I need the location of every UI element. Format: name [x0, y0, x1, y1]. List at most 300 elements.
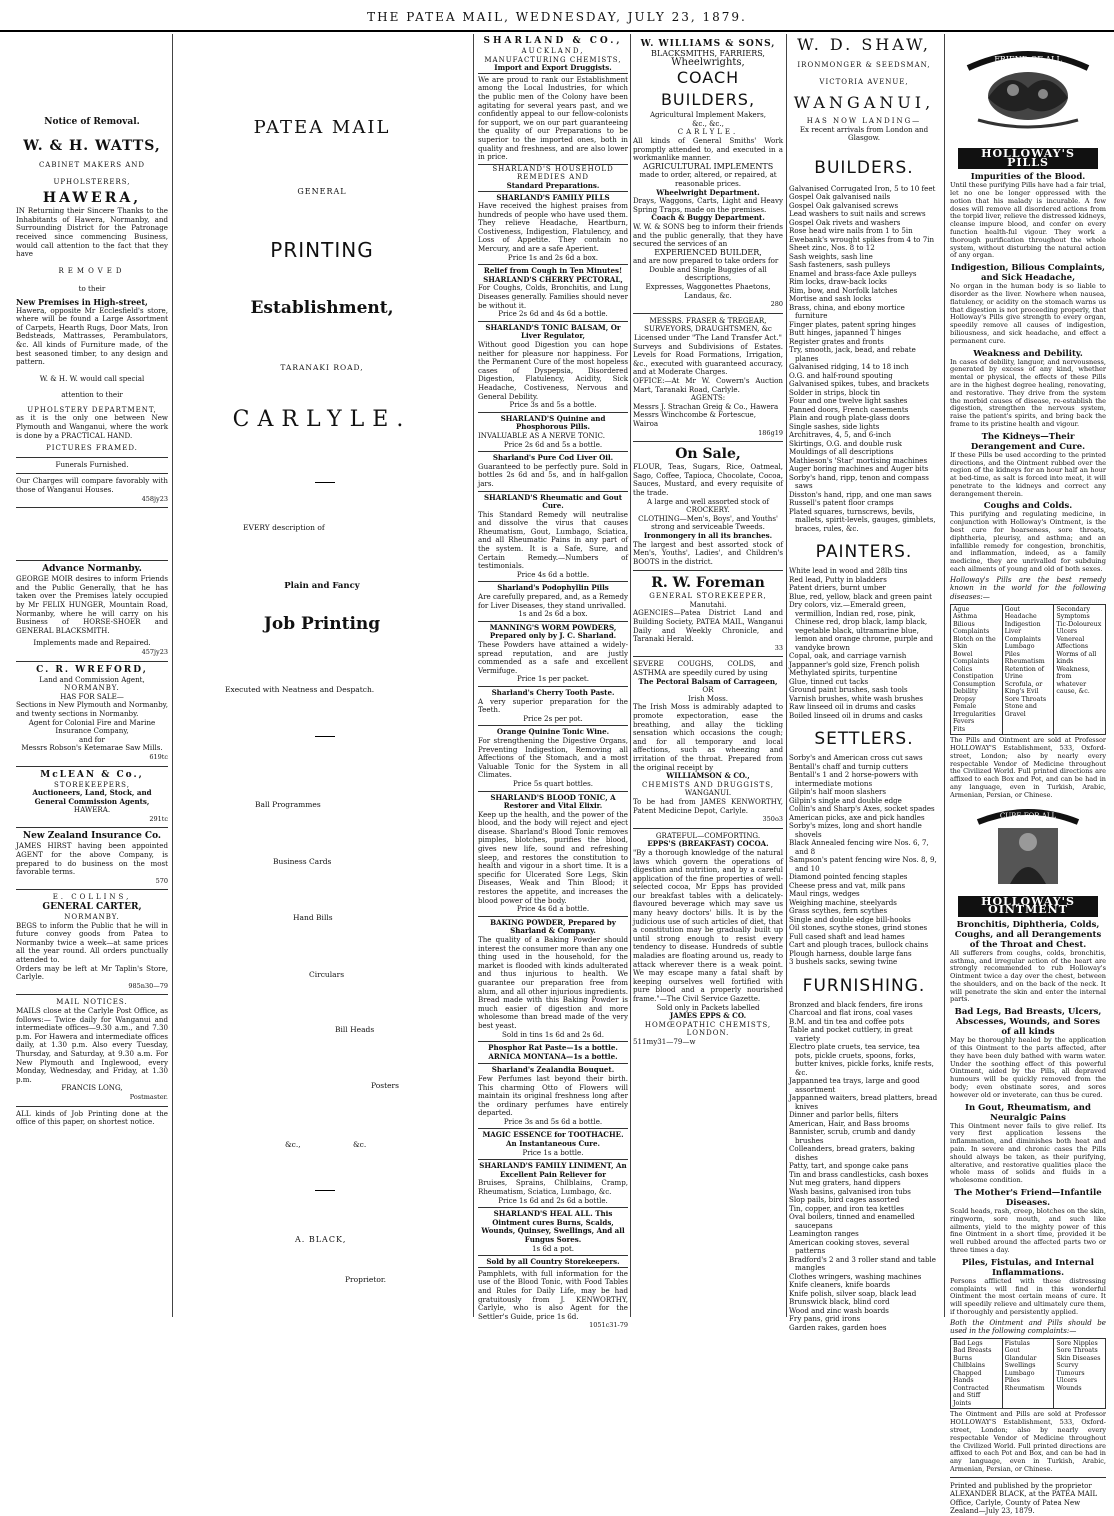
ad-uph: UPHOLSTERY DEPARTMENT, — [27, 405, 157, 414]
list-item: Mortise and sash locks — [789, 294, 872, 304]
list-item: Wash basins, galvanised iron tubs — [789, 1186, 911, 1196]
column-divider — [786, 34, 787, 1317]
section-builders: BUILDERS. — [814, 157, 914, 178]
product-entry — [478, 686, 628, 725]
ad-sign: FRANCIS LONG, — [61, 1083, 123, 1093]
list-item: Diamond pointed fencing staples — [789, 872, 908, 882]
table-column — [1053, 605, 1105, 735]
diseases-table — [950, 604, 1106, 736]
ad-name: MESSRS. FRASER & TREGEAR, — [649, 315, 767, 325]
list-item: Wood and zinc wash boards — [789, 1305, 889, 1315]
ad-text: Messrs Robson's Ketemarae Saw Mills. — [21, 743, 163, 753]
product-name: Sharland's Pure Cod Liver Oil. — [492, 453, 614, 463]
list-item: Jappanned tea trays, large and good assortment — [789, 1076, 920, 1094]
product-name: SHARLAND'S Quinine and Phosphorous Pills. — [500, 413, 606, 432]
list-item: Gilpin's half moon slashers — [789, 787, 887, 797]
printing-item: Circulars — [309, 970, 345, 979]
ad-foreman — [633, 571, 783, 657]
ad-place: CARLYLE. — [677, 128, 739, 137]
ad-trade: HOMŒOPATHIC CHEMISTS, LONDON. — [644, 1020, 772, 1038]
ad-place: Manutahi. — [689, 599, 727, 609]
ad-name: W. WILLIAMS & SONS, — [640, 39, 776, 49]
product-entry — [478, 1041, 628, 1063]
section-body: Scald heads, rash, creep, blotches on the skin, ringworm, sore mouth, and such like ailments, yield to the mighty power of this fine Ointment in a short time, provided it be well rubbed around the affected parts two or three times a day. — [950, 1207, 1106, 1255]
column-divider — [944, 34, 945, 1317]
ad-text: Land and Commission Agent, — [39, 674, 145, 684]
ad-body: FLOUR, Teas, Sugars, Rice, Oatmeal, Sago, Coffee, Tapioca, Chocolate, Cocoa, Sauces, Mustard, and every requisite of the trade. — [633, 462, 783, 497]
printing-road: TARANAKI ROAD, — [280, 363, 364, 372]
printing-job: Job Printing — [263, 614, 381, 634]
product-name: SHARLAND'S BLOOD TONIC, A Restorer and Vital Elixir. — [490, 792, 616, 811]
ad-body: MAILS close at the Carlyle Post Office, as follows:— Twice daily for Wanganui and intermediate offices—9.30 a.m., and 7.30 p.m. For Hawera and intermediate offices daily, at 1.30 p.m. Also every Tuesday, Thursday, and Saturday, at 9.30 a.m. For New Plymouth and Inglewood, every Monday, Wednesday, and Friday, at 1.30 p.m. — [16, 1005, 168, 1084]
product-entry — [478, 1207, 628, 1255]
list-item: Ground paint brushes, sash tools — [789, 685, 908, 695]
product-price: Price 1s and 2s 6d a box. — [507, 252, 599, 262]
ad-name: SHARLAND & CO., — [483, 36, 623, 46]
list-item: Sash weights, sash line — [789, 251, 873, 261]
table-cell: Bilious Complaints — [953, 620, 990, 636]
product-price: Price 1s per packet. — [517, 674, 589, 684]
ad-text: Irish Moss. — [688, 693, 728, 703]
ad-trade: CABINET MAKERS AND — [38, 161, 146, 169]
product-name: BAKING POWDER, Prepared by Sharland & Company. — [490, 917, 616, 936]
ad-removed: REMOVED — [58, 266, 126, 275]
section-title: The Mother's Friend—Infantile Diseases. — [954, 1188, 1102, 1209]
column-divider — [630, 34, 631, 1317]
table-cell: Dropsy — [953, 695, 976, 703]
product-name: Orange Quinine Tonic Wine. — [496, 727, 610, 737]
list-item: Table and pocket cuttlery, in great variety — [789, 1025, 913, 1043]
list-item: Jappanner's gold size, French polish — [789, 659, 920, 669]
ad-ref: 33 — [774, 643, 783, 652]
product-price: 1s 6d a pot. — [531, 1243, 575, 1253]
ad-williams — [633, 36, 783, 314]
list-item: Sampson's patent fencing wire Nos. 8, 9, and 10 — [789, 855, 937, 873]
printing-every: EVERY description of — [243, 523, 325, 532]
ad-body: and are now prepared to take orders for — [633, 256, 779, 266]
table-cell: Headache — [1004, 613, 1037, 621]
section-body: Until these purifying Pills have had a fair trial, let no one be longer oppressed with the notion that his malady is incurable. A few doses will remove all disordered actions from the torpid liver, relieve the distressed kidneys, cleanse impure blood, and confer on every function health-ful vigour. They work a thorough purification throughout the whole system, without disturbing the natural action of any organ. — [950, 181, 1106, 260]
ad-body: W. W. & SONS beg to inform their friends and the public generally, that they have secured the services of an — [633, 221, 783, 249]
ad-title: Wheelwright Department. — [656, 187, 760, 197]
ad-title: Advance Normanby. — [42, 564, 142, 575]
section-body: This Ointment never fails to give relief. Its very first application lessens the inflammation, and diminishes both heat and pain. In severe and chronic cases the Pills should always be taken, as their purifying, alterative, and restorative qualities place the whole mass of solids and fluids in a wholesome condition. — [950, 1121, 1106, 1185]
ad-on-sale — [633, 442, 783, 571]
table-column — [1053, 1339, 1105, 1409]
list-item: Plain and rough plate-glass doors — [789, 413, 910, 423]
ad-text: Both the Ointment and Pills should be used in the following complaints:— — [950, 1317, 1106, 1336]
printing-title: PATEA MAIL — [253, 117, 391, 138]
ad-name: McLEAN & Co., — [40, 769, 144, 780]
ad-street: VICTORIA AVENUE, — [819, 77, 909, 86]
ad-body: AGENCIES—Patea District Land and Building Society, PATEA MAIL, Wanganui Daily and Weekly Chronicle, and Taranaki Herald. — [633, 608, 783, 644]
section-body: All sufferers from coughs, colds, bronchitis, asthma, and irregular action of the heart are strongly recommended to rub Holloway's Ointment twice a day over the chest, between the shoulders, and on the back of the neck. It will penetrate the skin and enter the internal parts. — [950, 948, 1106, 1004]
product-desc: Guaranteed to be perfectly pure. Sold in bottles 2s 6d and 5s, and in half-gallon jars. — [478, 461, 628, 488]
list-item: Patent driers, burnt umber — [789, 583, 886, 593]
column-4 — [633, 36, 783, 1317]
product-name: SHARLAND'S HEAL ALL. This Ointment cures Burns, Scalds, Wounds, Quinsey, Swellings, And all Fungus Sores. — [481, 1209, 625, 1244]
holloway-ointment-engraving-icon — [958, 802, 1098, 894]
product-entry — [478, 1128, 628, 1159]
product-entry — [478, 412, 628, 451]
printing-owner: A. BLACK, — [295, 1235, 347, 1244]
table-cell: Chapped Hands — [953, 1369, 982, 1385]
ad-place: HAWERA. — [73, 805, 111, 815]
ad-ref: 291tc — [149, 814, 168, 823]
ad-body: To be had from JAMES KENWORTHY, Patent Medicine Depot, Carlyle. — [633, 796, 783, 815]
list-item: Plated squares, turnscrews, bevils, mallets, spirit-levels, gauges, gimblets, braces, rules, &c. — [789, 506, 936, 533]
product-desc: The quality of a Baking Powder should interest the consumer more than any one thing used in the household, for the market is flooded with kinds adulterated and thus injurious to health. We guarantee our preparation free from alum, and all other injurious ingredients. Bread made with this Baking Powder is much easier of digestion and more wholesome than bread made of the very best yeast. — [478, 935, 628, 1030]
list-item: Charcoal and flat irons, coal vases — [789, 1008, 913, 1018]
holloway-pills-engraving-icon — [958, 38, 1098, 146]
section-furnishing: FURNISHING. — [802, 975, 926, 996]
ad-text: Sold only in Packets labelled — [656, 1002, 760, 1012]
list-item: Enamel and brass-face Axle pulleys — [789, 268, 917, 278]
product-entry — [478, 725, 628, 790]
product-name: Sharland's Zealandia Bouquet. — [491, 1065, 615, 1075]
ad-place: NORMANBY. — [64, 913, 120, 922]
ad-text: attention to their — [61, 390, 123, 400]
product-desc: A very superior preparation for the Teeth. — [478, 696, 628, 715]
list-item: Gospel Oak rivets and washers — [789, 217, 901, 227]
list-item: Sash fasteners, sash pulleys — [789, 260, 891, 270]
list-item: Brunswick black, blind cord — [789, 1297, 890, 1307]
list-item: Jappanned waiters, bread platters, bread knives — [789, 1093, 938, 1111]
column-5-shaw — [789, 35, 939, 1332]
product-list — [478, 191, 628, 1256]
column-1 — [16, 36, 168, 1317]
ad-text: Sold by all Country Storekeepers. — [478, 1255, 628, 1267]
table-cell: Wounds — [1056, 1384, 1082, 1392]
table-column — [951, 605, 1002, 735]
table-cell: Bad Breasts — [953, 1347, 992, 1355]
list-item: Galvanised Corrugated Iron, 5 to 10 feet — [789, 183, 936, 193]
ad-body: IN Returning their Sincere Thanks to the Inhabitants of Hawera, Normanby, and Surrounding District for the Patronage received since commencing Business, would call attention to the fact that they have — [16, 206, 168, 259]
ad-name: R. W. Foreman — [651, 575, 765, 592]
table-cell: Blotch on the Skin — [953, 635, 996, 651]
table-cell: Gout — [1004, 605, 1021, 613]
list-item: Raw linseed oil in drums and casks — [789, 702, 916, 712]
list-item: Patty, tart, and sponge cake pans — [789, 1161, 909, 1171]
product-price: Price 3s and 5s 6d a bottle. — [503, 1116, 603, 1126]
product-entry — [478, 491, 628, 582]
list-item: Leamington ranges — [789, 1229, 859, 1239]
list-item: Boiled linseed oil in drums and casks — [789, 710, 923, 720]
table-cell: Weakness, from whatever cause, &c. — [1056, 665, 1090, 696]
ad-name: JAMES EPPS & CO. — [669, 1011, 747, 1021]
section-title: Bad Legs, Bad Breasts, Ulcers, Abscesses, Wounds, and Sores of all kinds — [954, 1007, 1102, 1038]
table-cell: Liver Complaints — [1004, 628, 1041, 643]
list-item: Tin and brass candlesticks, cash boxes — [789, 1169, 929, 1179]
list-item: 3 bushels sacks, sewing twine — [789, 957, 898, 967]
product-name: Sharland's Cherry Tooth Paste. — [491, 687, 615, 697]
ad-epps — [633, 829, 783, 1051]
product-desc: Are carefully prepared, and, as a Remedy for Liver Diseases, they stand unrivalled. — [478, 592, 628, 610]
ad-watts — [16, 114, 168, 458]
table-cell: Rheumatism — [1004, 658, 1045, 666]
product-desc: Keep up the health, and the power of the blood, and the body will reject and eject disease. Sharland's Blood Tonic removes pimples, blotches, purifies the blood, gives new life, sound and refreshing sleep, and restores the constitution to health and vigour in a short time. It is a specific for Ulcerated Sore Legs, Skin Diseases, Weak and Thin Blood; it restores the appetite, and increases the blood power of the body. — [478, 809, 628, 905]
table-cell: Consumption — [953, 680, 996, 688]
ad-body: "By a thorough knowledge of the natural laws which govern the operations of digestion and nutrition, and by a careful application of the fine properties of well-selected cocoa, Mr Epps has provided our breakfast tables with a delicately-flavoured beverage which may save us many heavy doctors' bills. It is by the judicious use of such articles of diet, that a constitution may be gradually built up until strong enough to resist every tendency to disease. Hundreds of subtle maladies are floating around us, ready to attack wherever there is a weak point. We may escape many a fatal shaft by keeping ourselves well fortified with pure blood and a properly nourished frame."—The Civil Service Gazette. — [633, 847, 783, 1003]
table-cell: Rheumatism — [1004, 1384, 1045, 1392]
section-settlers: SETTLERS. — [814, 729, 914, 750]
ad-pictures: PICTURES FRAMED. — [46, 444, 138, 453]
product-name: SHARLAND'S FAMILY PILLS — [496, 192, 610, 202]
ad-role: Postmaster. — [129, 1092, 168, 1101]
list-item: Rim, bow, and Norfolk latches — [789, 285, 898, 295]
section-body: May be thoroughly healed by the application of this Ointment to the parts affected, after they have been duly bathed with warm water. Under the soothing effect of this powerful Ointment, aided by the Pills, all depraved humours will be quickly removed from the body; even obstinate sores, and sores however old or inveterate, can thus be cured. — [950, 1036, 1106, 1099]
product-entry — [478, 451, 628, 490]
ad-name: E. COLLINS, — [52, 893, 132, 902]
section-title: In Gout, Rheumatism, and Neuralgic Pains — [965, 1102, 1091, 1123]
masthead-rule — [0, 30, 1114, 32]
ad-ref: 1051c31-79 — [589, 1321, 628, 1330]
product-name: SHARLAND'S TONIC BALSAM, Or Liver Regulator, — [485, 322, 621, 341]
product-desc: Without good Digestion you can hope neither for pleasure nor happiness. For the Permanent Cure of the most hopeless cases of Dyspepsia, Disordered Digestion, Flatulency, Acidity, Sick Headache, Costiveness, Nervous and General Debility. — [478, 340, 628, 401]
table-cell: Bowel Complaints — [953, 650, 990, 666]
column-3-sharland — [478, 36, 628, 1330]
table-cell: Ague — [953, 605, 970, 613]
list-item: Lead washers to suit nails and screws — [789, 209, 926, 219]
ad-place: WANGANUI. — [684, 788, 732, 798]
list-item: O.G. and half-round spouting — [789, 370, 893, 380]
ad-title: The Pectoral Balsam of Carrageen, — [638, 676, 778, 686]
column-divider — [473, 34, 474, 1317]
section-title: Coughs and Colds. — [983, 501, 1073, 512]
list-item: Register grates and fronts — [789, 336, 884, 346]
product-entry — [478, 581, 628, 620]
list-item: Butt hinges, japanned T hinges — [789, 328, 902, 338]
table-cell: Burns — [953, 1354, 972, 1362]
list-item: American, Hair, and Bass brooms — [789, 1118, 910, 1128]
list-item: Finger plates, patent spring hinges — [789, 319, 916, 329]
list-item: Four and one twelve light sashes — [789, 396, 908, 406]
list-item: Ewebank's wrought spikes from 4 to 7in — [789, 234, 935, 244]
list-item: Knife cleaners, knife boards — [789, 1280, 891, 1290]
list-item: Oval boilers, tinned and enamelled saucepans — [789, 1212, 915, 1230]
ad-name: W. D. SHAW, — [797, 35, 931, 54]
ad-notice: Notice of Removal. — [44, 117, 140, 127]
ad-body: Hawera, opposite Mr Ecclesfield's store, where will be found a Large Assortment of Carpets, Hearth Rugs, Door Mats, Iron Bedsteads, Mattrasses, Perambulators, &c. All kinds of Furniture made, of the best seasoned timber, to any design and pattern. — [16, 305, 168, 367]
table-cell: Colics — [953, 665, 973, 673]
ad-text: &c., &c., — [692, 118, 724, 128]
list-item: Russell's patent floor cramps — [789, 498, 894, 508]
ad-ref: 280 — [770, 300, 783, 309]
ad-collins — [16, 890, 168, 995]
list-item: Gospel Oak galvanised nails — [789, 192, 891, 202]
table-cell: Sore Nipples — [1056, 1339, 1098, 1347]
ad-coughs — [633, 657, 783, 828]
product-desc: Have received the highest praises from hundreds of people who have used them. They relieve Headache, Heartburn, Costiveness, Indigestion, Flatulency, and Loss of Appetite. They contain no Mercury, and are a safe Aperient. — [478, 201, 628, 254]
product-price: Price 3s and 5s a bottle. — [509, 400, 597, 410]
ad-title: MAIL NOTICES. — [56, 998, 128, 1007]
ad-text: and for — [79, 734, 105, 744]
table-cell: Scurvy — [1056, 1362, 1079, 1370]
list-item: Varnish brushes, white wash brushes — [789, 693, 923, 703]
product-name: SHARLAND'S Rheumatic and Gout Cure. — [483, 492, 623, 511]
product-entry — [478, 1063, 628, 1128]
list-item: Full cased shaft and lead hames — [789, 931, 905, 941]
ad-title: New Zealand Insurance Co. — [22, 831, 162, 842]
product-price: Price 1s a bottle. — [522, 1147, 584, 1157]
list-item: Mouldings of all descriptions — [789, 447, 894, 457]
ad-text: made to order, altered, or repaired, at reasonable prices. — [639, 170, 777, 188]
ad-title: Coach & Buggy Department. — [651, 213, 765, 223]
ad-body: The Irish Moss is admirably adapted to promote expectoration, ease the breathing, and allay the tickling sensation which occasions the cough; and for all temporary and local affections, such as wheezing and irritation of the throat. Prepared from the original receipt by — [633, 702, 783, 772]
printing-item: Posters — [371, 1081, 399, 1090]
list-item: Panned doors, French casements — [789, 404, 909, 414]
ad-premises: New Premises in High-street, — [16, 296, 148, 307]
list-item: Tin, copper, and iron tea kettles — [789, 1203, 904, 1213]
product-entry — [478, 1159, 628, 1207]
ad-trade: GENERAL CARTER, — [42, 902, 142, 913]
ad-place: NORMANBY. — [64, 684, 120, 693]
ad-text: A large and well assorted stock of CROCKERY. — [646, 496, 770, 515]
printing-item: Business Cards — [273, 857, 332, 866]
ad-trade: STOREKEEPERS, — [54, 780, 130, 789]
ad-text: Auctioneers, Land, Stock, and General Commission Agents, — [32, 788, 152, 806]
list-item: American cooking stoves, several patterns — [789, 1237, 910, 1256]
ad-text: AGENTS: — [690, 393, 726, 403]
builders-list — [789, 185, 939, 534]
list-item: Blue, red, yellow, black and green paint — [789, 591, 932, 601]
masthead-title: THE PATEA MAIL, WEDNESDAY, JULY 23, 1879. — [367, 10, 747, 24]
list-item: Slop pails, bird cages assorted — [789, 1195, 900, 1205]
list-item: Disston's hand, ripp, and one man saws — [789, 489, 932, 499]
printing-etc: &c., — [285, 1140, 301, 1149]
table-column — [951, 1339, 1002, 1409]
ad-place: WANGANUI, — [793, 93, 935, 113]
ad-text: Expresses, Waggonettes Phaetons, Landaus, &c. — [645, 282, 771, 300]
product-desc: This Standard Remedy will neutralise and dissolve the virus that causes Rheumatism, Gout, Lumbago, Sciatica, and all Rheumatic Pains in any part of the system. It is a Safe, Sure, and Certain Remedy.—Numbers of testimonials. — [478, 509, 628, 571]
list-item: Methylated spirits, turpentine — [789, 668, 898, 678]
ad-body: Sections in New Plymouth and Normanby, and twenty sections in Normanby. — [16, 700, 168, 718]
ad-ref: 511my31—79—w — [633, 1036, 696, 1046]
ad-body: OFFICE:—At Mr W. Cowern's Auction Mart, Taranaki Road, Carlyle. — [633, 376, 783, 394]
table-cell: Sore Throats — [1004, 695, 1047, 703]
list-item: Galvanised spikes, tubes, and brackets — [789, 379, 929, 389]
ad-ref: 458jy23 — [141, 494, 168, 503]
section-title: Bronchitis, Diphtheria, Colds, Coughs, and all Derangements of the Throat and Chest. — [954, 919, 1102, 950]
list-item: Rim locks, draw-back locks — [789, 277, 887, 287]
product-entry — [478, 791, 628, 916]
column-divider — [172, 34, 173, 1317]
ad-name: C. R. WREFORD, — [36, 664, 148, 675]
list-item: Black Annealed fencing wire Nos. 6, 7, and 8 — [789, 838, 929, 856]
ad-text: HAS FOR SALE— — [60, 691, 124, 701]
list-item: Sorby's mizes, long and short handle shovels — [789, 821, 922, 839]
table-cell: Tumours — [1056, 1369, 1085, 1377]
ad-text: SHARLAND'S HOUSEHOLD REMEDIES AND — [478, 164, 628, 182]
section-body: This purifying and regulating medicine, in conjunction with Holloway's Ointment, is the best cure for hoarseness, sore throats, diphtheria, pleurisy, and asthma; and an infallible remedy for congestion, bronchitis, and inflammation, indeed, as a family medicine, they are unrivalled for subduing each ailments of young and old of both sexes. — [950, 510, 1106, 574]
product-entry — [478, 916, 628, 1041]
list-item: Red lead, Putty in bladders — [789, 574, 887, 584]
list-item: Single and double edge bill-hooks — [789, 914, 911, 924]
product-desc: Bruises, Sprains, Chilblains, Cramp, Rheumatism, Sciatica, Lumbago, &c. — [478, 1178, 628, 1197]
list-item: Collin's and Sharp's Axes, socket spades — [789, 804, 935, 814]
list-item: Bannister, scrub, crumb and dandy brushes — [789, 1127, 916, 1145]
section-title: Impurities of the Blood. — [970, 172, 1086, 183]
settlers-list — [789, 754, 939, 967]
holloway-ointment-label: HOLLOWAY'S OINTMENT — [958, 896, 1098, 917]
table-cell: Tic-Doloureux — [1056, 620, 1102, 628]
ad-text: OR — [702, 685, 714, 695]
ad-body: All kinds of General Smiths' Work promptly attended to, and executed in a workmanlike manner. — [633, 135, 783, 163]
list-item: Colleanders, bread graters, baking dishes — [789, 1144, 915, 1162]
list-item: Skirtings, O.G. and double rusk — [789, 438, 902, 448]
list-item: Copal, oak, and carriage varnish — [789, 651, 907, 661]
ad-text: The Ointment and Pills are sold at Professor HOLLOWAY'S Establishment, 533, Oxford-street, London; also by nearly every respectable Vendor of Medicine throughout the Civilized World. Full printed directions are affixed to each Pot and Box, and can be had in any language, even in Turkish, Arabic, Armenian, Persian, or Chinese. — [950, 1410, 1106, 1474]
table-cell: Lumbago — [1004, 643, 1035, 651]
product-name: Phosphor Rat Paste—1s a bottle. ARNICA MONTANA—1s a bottle. — [488, 1043, 618, 1061]
section-title: Indigestion, Bilious Complaints, and Sick Headache, — [950, 263, 1106, 284]
holloway-sections — [950, 172, 1106, 574]
ad-trade: GENERAL STOREKEEPER, — [649, 592, 767, 601]
column-2-printing-ad — [175, 36, 469, 1317]
list-item: Galvanised ridging, 14 to 18 inch — [789, 362, 909, 372]
column-6-holloway — [950, 36, 1106, 1516]
list-item: Single sashes, side lights — [789, 421, 880, 431]
divider — [315, 482, 335, 483]
ad-ref: 619tc — [149, 752, 168, 761]
list-item: Gilpin's single and double edge — [789, 795, 902, 805]
table-cell: Female Irregularities — [953, 703, 996, 718]
ad-ref: 457jy23 — [141, 647, 168, 656]
ad-body: Orders may be left at Mr Taplin's Store, Carlyle. — [16, 963, 168, 982]
product-price: Price 1s 6d and 2s 6d a bottle. — [498, 1195, 608, 1205]
ad-job-note: ALL kinds of Job Printing done at the office of this paper, on shortest notice. — [16, 1108, 168, 1127]
ad-text: Double and Single Buggies of all descriptions, — [649, 264, 767, 283]
ad-title: EPPS'S (BREAKFAST) COCOA. — [647, 839, 769, 849]
table-cell: Contracted and Stiff Joints — [953, 1384, 989, 1407]
printing-establishment: Establishment, — [250, 298, 394, 318]
printing-town: CARLYLE. — [232, 407, 412, 432]
product-entry — [478, 621, 628, 686]
product-name: Sharland's Podophyllin Pills — [497, 583, 609, 593]
table-cell: Stone and Gravel — [1004, 703, 1037, 718]
table-cell: Scrofula, or King's Evil — [1004, 680, 1043, 696]
list-item: Sorby's hand, ripp, tenon and compass saws — [789, 472, 929, 491]
section-body: In cases of debility, languor, and nervousness, generated by excess of any kind, whether mental or physical, the effects of these Pills are in the highest degree healing, renovating, and restorative. They drive from the system the morbid causes of disease, re-establish the digestion, strengthen the nervous system, raise the patient's spirits, and bring back the frame to its pristine health and vigour. — [950, 357, 1106, 428]
list-item: Nut meg graters, hand dippers — [789, 1178, 901, 1188]
ad-body: The largest and best assorted stock of Men's, Youths', Ladies', and Children's BOOTS in the district. — [633, 539, 783, 566]
table-cell: Glandular Swellings — [1004, 1354, 1037, 1370]
table-cell: Sore Throats — [1056, 1347, 1098, 1355]
section-painters: PAINTERS. — [815, 542, 913, 563]
ad-name: WILLIAMSON & CO., — [666, 771, 750, 781]
ad-text: Ironmongery in all its branches. — [643, 530, 773, 540]
list-item: Knife polish, silver soap, black lead — [789, 1288, 917, 1298]
table-column — [1002, 1339, 1054, 1409]
painters-list — [789, 567, 939, 720]
ad-place: AUCKLAND, — [521, 47, 585, 55]
table-cell: Venereal Affections — [1056, 635, 1089, 651]
ad-text: HAS NOW LANDING— — [806, 117, 922, 126]
holloway-pills-label: HOLLOWAY'S PILLS — [958, 148, 1098, 169]
section-body: No organ in the human body is so liable to disorder as the liver. Nowhere when nausea, flatulency, or acidity on the stomach warns us that digestion is not proceeding properly, that Holloway's Pills give strength to every organ, speedily remove all causes of indigestion, biliousness, and sick headache, and effect a permanent cure. — [950, 282, 1106, 345]
ad-trade: CHEMISTS AND DRUGGISTS, — [642, 780, 774, 789]
list-item: Dinner and parlor bells, filters — [789, 1110, 899, 1120]
ad-trade: SURVEYORS, DRAUGHTSMEN, &c — [644, 324, 772, 334]
list-item: Solder in strips, block tin — [789, 387, 881, 397]
ad-text: EXPERIENCED BUILDER, — [654, 247, 762, 257]
table-cell: Fevers — [953, 718, 975, 726]
list-item: American picks, axe and pick handles — [789, 812, 925, 822]
ad-funerals — [16, 458, 168, 475]
printing-plain: Plain and Fancy — [284, 581, 360, 591]
ad-trade: UPHOLSTERERS, — [53, 177, 131, 186]
product-price: Sold in tins 1s 6d and 2s 6d. — [502, 1029, 604, 1039]
